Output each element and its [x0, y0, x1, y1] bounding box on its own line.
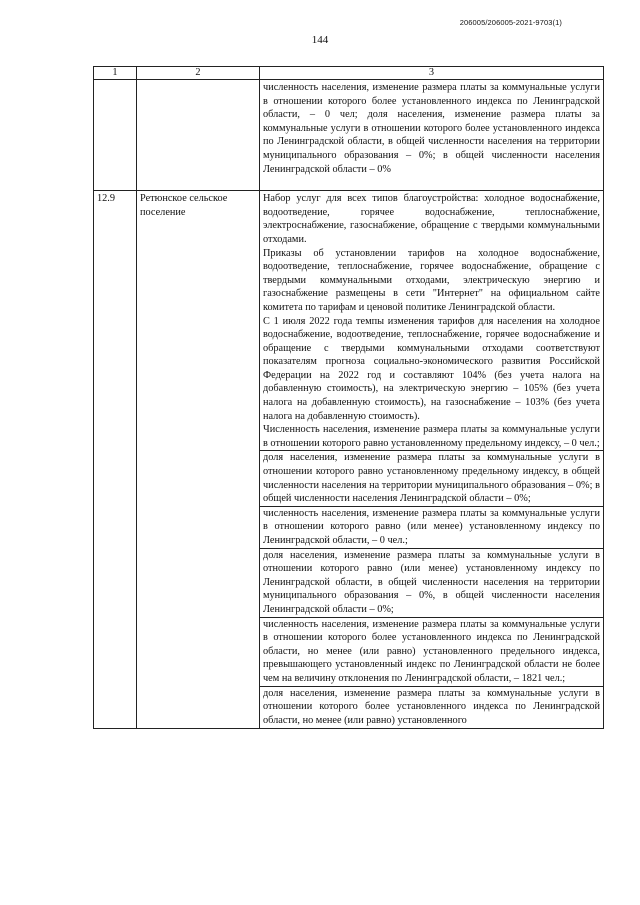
paragraph-tariff-rates: С 1 июля 2022 года темпы изменения тарифов для населения на холодное водоснабжение, водоотведение, теплоснабжение, горячее водоснабжение и обращение с твердыми коммунальными отходами соответствуют показателям прогноза социально-экономического развития Российской Федерации на 2022 год и составляют 104% (без учета налога на добавленную стоимость), на электрическую энергию – 105% (без учета налога на добавленную стоимость), на газоснабжение – 103% (без учета налога на добавленную стоимость). — [263, 315, 600, 422]
row-number: 12.9 — [94, 191, 137, 729]
header-col-2: 2 — [137, 67, 260, 80]
cell-empty-num — [94, 80, 137, 191]
settlement-name: Ретюнское сельское поселение — [137, 191, 260, 729]
cell-empty-name — [137, 80, 260, 191]
row-description — [260, 191, 604, 729]
cell-continuation-text: численность населения, изменение размера платы за коммунальные услуги в отношении которого более установленного индекса по Ленинградской области, – 0 чел; доля населения, изменение размера платы за коммунальные услуги в отношении которого более установленного индекса по Ленинградской области, в общей численности населения на территории муниципального образования – 0%; в общей численности населения Ленинградской области – 0% — [260, 80, 604, 191]
paragraph-services: Набор услуг для всех типов благоустройства: холодное водоснабжение, водоотведение, горячее водоснабжение, теплоснабжение, электроснабжение, газоснабжение, обращение с твердыми коммунальными отходами. — [263, 193, 600, 245]
header-col-1: 1 — [94, 67, 137, 80]
paragraph-population-less: численность населения, изменение размера платы за коммунальные услуги в отношении которого равно (или менее) установленному индексу по Ленинградской области, – 0 чел.; — [260, 506, 603, 548]
table-row-12-9 — [94, 191, 604, 729]
paragraph-orders: Приказы об установлении тарифов на холодное водоснабжение, водоотведение, теплоснабжение, горячее водоснабжение, обращение с твердыми коммунальными отходами, электрическую энергию и газоснабжение размещены в сети "Интернет" на официальном сайте комитета по тарифам и ценовой политике Ленинградской области. — [263, 247, 600, 313]
paragraph-share-equal: доля населения, изменение размера платы за коммунальные услуги в отношении которого равно установленному предельному индексу, в общей численности населения на территории муниципального образования – 0%; в общей численности населения Ленинградской области – 0%; — [260, 450, 603, 505]
table-header-row — [94, 67, 604, 80]
paragraph-population-more: численность населения, изменение размера платы за коммунальные услуги в отношении которого более установленного индекса по Ленинградской области, но менее (или равно) установленного предельного индекса, превышающего установленный индекс по Ленинградской области не более чем на величину отклонения по Ленинградской области, – 1821 чел.; — [260, 617, 603, 686]
tariff-table — [93, 66, 604, 729]
page-number: 144 — [311, 34, 329, 46]
header-col-3: 3 — [260, 67, 604, 80]
document-id: 206005/206005-2021-9703(1) — [459, 18, 562, 27]
paragraph-population-equal: Численность населения, изменение размера платы за коммунальные услуги в отношении которого равно установленному предельному индексу, – 0 чел.; — [263, 424, 600, 449]
table-row-continuation — [94, 80, 604, 191]
paragraph-share-more: доля населения, изменение размера платы за коммунальные услуги в отношении которого более установленного индекса по Ленинградской области, но менее (или равно) установленного — [260, 686, 603, 728]
paragraph-share-less: доля населения, изменение размера платы за коммунальные услуги в отношении которого равно (или менее) установленному индексу по Ленинградской области, в общей численности населения на территории муниципального образования – 0%, в общей численности населения Ленинградской области – 0%; — [260, 548, 603, 617]
